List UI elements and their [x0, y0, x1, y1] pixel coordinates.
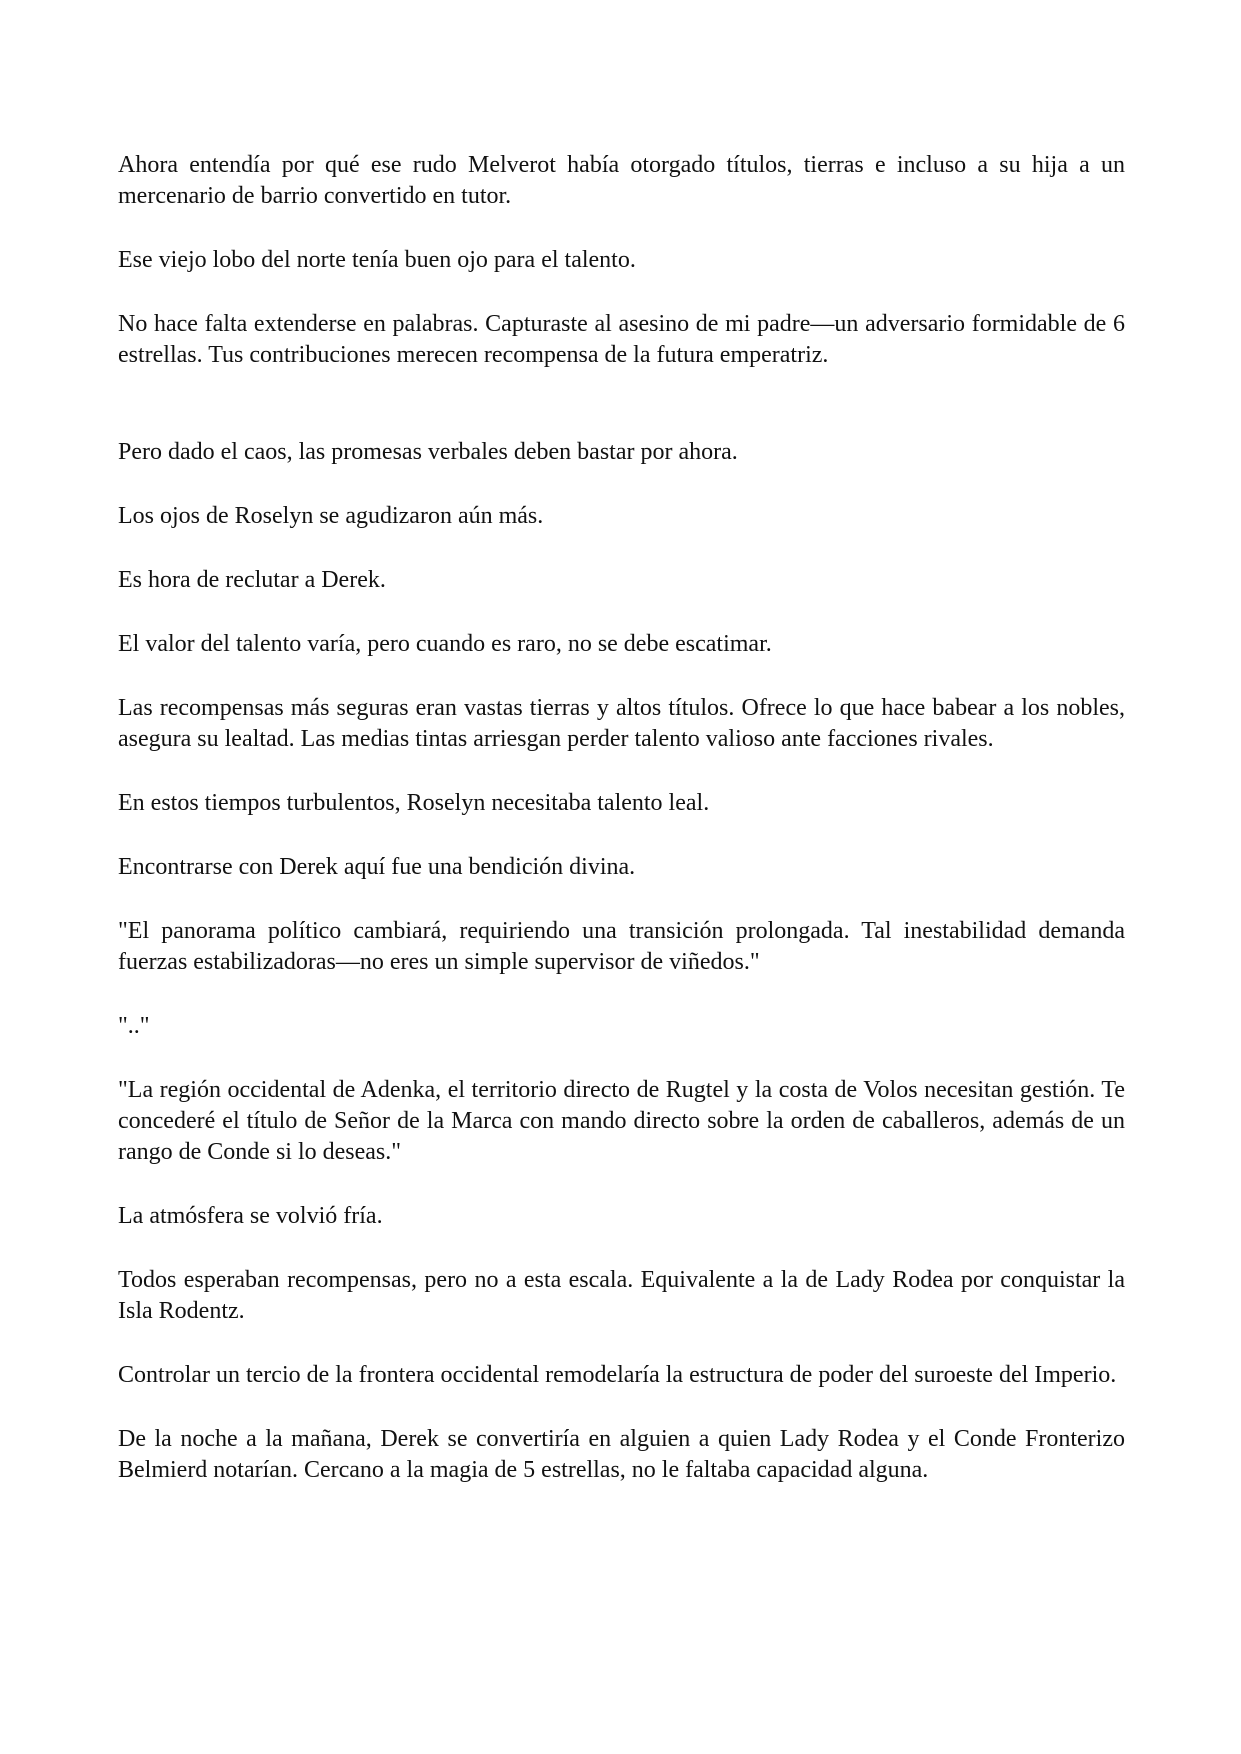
- paragraph: El valor del talento varía, pero cuando es raro, no se debe escatimar.: [118, 631, 772, 657]
- paragraph: Encontrarse con Derek aquí fue una bendición divina.: [118, 854, 636, 880]
- paragraph: De la noche a la mañana, Derek se convertiría en alguien a quien Lady Rodea y el Conde Fronterizo Belmierd notarían. Cercano a la magia de 5 estrellas, no le faltaba capacidad alguna.: [118, 1426, 1125, 1483]
- paragraph: En estos tiempos turbulentos, Roselyn necesitaba talento leal.: [118, 790, 710, 816]
- paragraph: Controlar un tercio de la frontera occidental remodelaría la estructura de poder del suroeste del Imperio.: [118, 1362, 1117, 1388]
- paragraph: Los ojos de Roselyn se agudizaron aún más.: [118, 503, 544, 529]
- paragraph: "La región occidental de Adenka, el territorio directo de Rugtel y la costa de Volos necesitan gestión. Te concederé el título de Señor de la Marca con mando directo sobre la orden de caballeros, además de un rango de Conde si lo deseas.": [118, 1077, 1125, 1165]
- paragraph: "El panorama político cambiará, requiriendo una transición prolongada. Tal inestabilidad demanda fuerzas estabilizadoras—no eres un simple supervisor de viñedos.": [118, 918, 1125, 975]
- paragraph: La atmósfera se volvió fría.: [118, 1203, 383, 1229]
- paragraph: "..": [118, 1013, 150, 1039]
- paragraph: Las recompensas más seguras eran vastas tierras y altos títulos. Ofrece lo que hace babear a los nobles, asegura su lealtad. Las medias tintas arriesgan perder talento valioso ante facciones rivales.: [118, 695, 1125, 752]
- paragraph: Pero dado el caos, las promesas verbales deben bastar por ahora.: [118, 439, 738, 465]
- paragraph: Ahora entendía por qué ese rudo Melverot había otorgado títulos, tierras e incluso a su hija a un mercenario de barrio convertido en tutor.: [118, 152, 1125, 209]
- paragraph: Ese viejo lobo del norte tenía buen ojo para el talento.: [118, 247, 636, 273]
- paragraph: Todos esperaban recompensas, pero no a esta escala. Equivalente a la de Lady Rodea por conquistar la Isla Rodentz.: [118, 1267, 1125, 1324]
- paragraph: Es hora de reclutar a Derek.: [118, 567, 386, 593]
- document-body: [118, 150, 1125, 1486]
- paragraph: No hace falta extenderse en palabras. Capturaste al asesino de mi padre—un adversario formidable de 6 estrellas. Tus contribuciones merecen recompensa de la futura emperatriz.: [118, 311, 1125, 368]
